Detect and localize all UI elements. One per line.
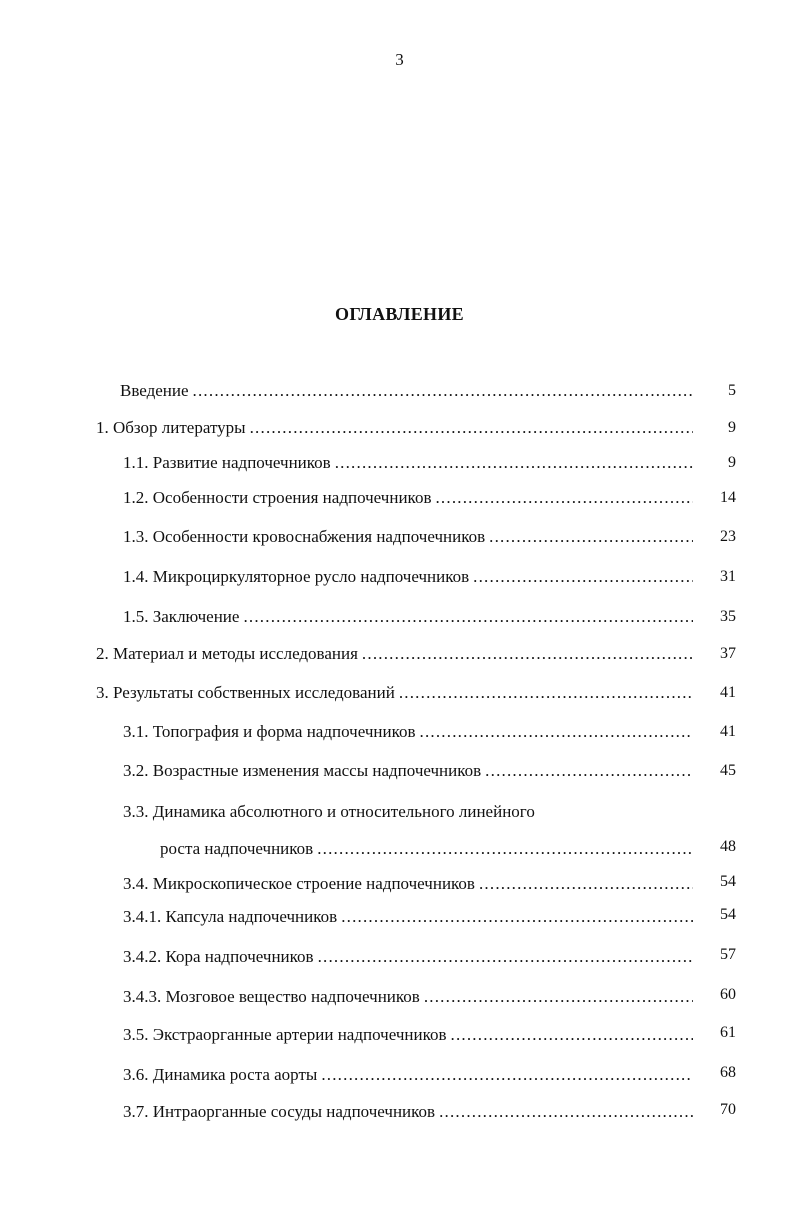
toc-dot-leader <box>243 606 693 628</box>
toc-entry-line <box>123 566 693 588</box>
toc-entry-line <box>123 760 693 782</box>
toc-entry-page: 23 <box>720 528 736 545</box>
toc-entry-label: 2. Материал и методы исследования <box>96 644 358 663</box>
toc-dot-leader <box>439 1101 693 1123</box>
toc-entry-page: 35 <box>720 608 736 625</box>
toc-entry-label: 3.2. Возрастные изменения массы надпочечников <box>123 761 482 780</box>
toc-entry-label: 3.5. Экстраорганные артерии надпочечников <box>123 1025 447 1044</box>
toc-dot-leader <box>341 906 693 928</box>
toc-entry-label: 1.2. Особенности строения надпочечников <box>123 488 432 507</box>
toc-dot-leader <box>335 452 693 474</box>
toc-entry-line <box>123 452 693 474</box>
toc-entry-line <box>123 526 693 548</box>
toc-dot-leader <box>317 838 693 860</box>
toc-entry-page: 41 <box>720 723 736 740</box>
toc-entry-label: 3.7. Интраорганные сосуды надпочечников <box>123 1102 436 1121</box>
toc-entry-line <box>123 1024 693 1046</box>
toc-entry-page: 9 <box>728 419 736 436</box>
toc-entry-line <box>120 380 693 402</box>
toc-entry-line <box>160 838 693 860</box>
toc-entry-page: 41 <box>720 684 736 701</box>
toc-entry-label: 3.6. Динамика роста аорты <box>123 1065 318 1084</box>
toc-entry-line <box>123 986 693 1008</box>
toc-entry-label-continuation: роста надпочечников <box>160 839 314 858</box>
toc-dot-leader <box>451 1024 694 1046</box>
toc-entry-page: 37 <box>720 645 736 662</box>
toc-entry-line <box>123 487 693 509</box>
toc-dot-leader <box>473 566 693 588</box>
toc-entry-label: 3.1. Топография и форма надпочечников <box>123 722 416 741</box>
toc-entry-page: 31 <box>720 568 736 585</box>
toc-entry-page: 14 <box>720 489 736 506</box>
toc-dot-leader <box>399 682 693 704</box>
toc-entry-page: 45 <box>720 762 736 779</box>
toc-entry-line-first <box>123 801 693 823</box>
toc-entry-page: 68 <box>720 1064 736 1081</box>
toc-dot-leader <box>321 1064 693 1086</box>
toc-dot-leader <box>193 380 693 402</box>
toc-entry-line <box>123 946 693 968</box>
toc-entry-line <box>123 721 693 743</box>
toc-dot-leader <box>424 986 693 1008</box>
toc-entry-line <box>96 643 693 665</box>
toc-title: ОГЛАВЛЕНИЕ <box>335 304 464 324</box>
toc-entry-label: 3.4.1. Капсула надпочечников <box>123 907 338 926</box>
toc-dot-leader <box>318 946 693 968</box>
toc-entry-page: 9 <box>728 454 736 471</box>
toc-dot-leader <box>435 487 693 509</box>
toc-dot-leader <box>489 526 693 548</box>
toc-entry-line <box>123 906 693 928</box>
toc-dot-leader <box>479 873 693 895</box>
toc-entry-line <box>123 1101 693 1123</box>
toc-dot-leader <box>250 417 693 439</box>
toc-entry-page: 60 <box>720 986 736 1003</box>
toc-entry-page: 54 <box>720 873 736 890</box>
toc-entry-label: Введение <box>120 381 189 400</box>
toc-dot-leader <box>420 721 694 743</box>
page-number: 3 <box>395 50 404 69</box>
toc-dot-leader <box>485 760 693 782</box>
toc-entry-line <box>123 873 693 895</box>
toc-entry-page: 61 <box>720 1024 736 1041</box>
toc-entry-label: 3. Результаты собственных исследований <box>96 683 395 702</box>
toc-entry-line <box>96 682 693 704</box>
toc-entry-label: 3.4. Микроскопическое строение надпочечников <box>123 874 475 893</box>
toc-entry-line <box>123 606 693 628</box>
toc-entry-label: 3.3. Динамика абсолютного и относительного линейного <box>123 802 535 821</box>
toc-entry-label: 1.1. Развитие надпочечников <box>123 453 331 472</box>
toc-entry-page: 70 <box>720 1101 736 1118</box>
toc-entry-page: 54 <box>720 906 736 923</box>
toc-entry-label: 1. Обзор литературы <box>96 418 246 437</box>
toc-entry-label: 3.4.2. Кора надпочечников <box>123 947 314 966</box>
toc-entry-label: 1.3. Особенности кровоснабжения надпочечников <box>123 527 486 546</box>
toc-entry-label: 1.4. Микроциркуляторное русло надпочечников <box>123 567 470 586</box>
toc-entry-page: 48 <box>720 838 736 855</box>
toc-dot-leader <box>362 643 693 665</box>
toc-entry-label: 1.5. Заключение <box>123 607 240 626</box>
toc-entry-page: 57 <box>720 946 736 963</box>
toc-entry-label: 3.4.3. Мозговое вещество надпочечников <box>123 987 420 1006</box>
toc-entry-line <box>96 417 693 439</box>
toc-entry-line <box>123 1064 693 1086</box>
toc-entry-page: 5 <box>728 382 736 399</box>
